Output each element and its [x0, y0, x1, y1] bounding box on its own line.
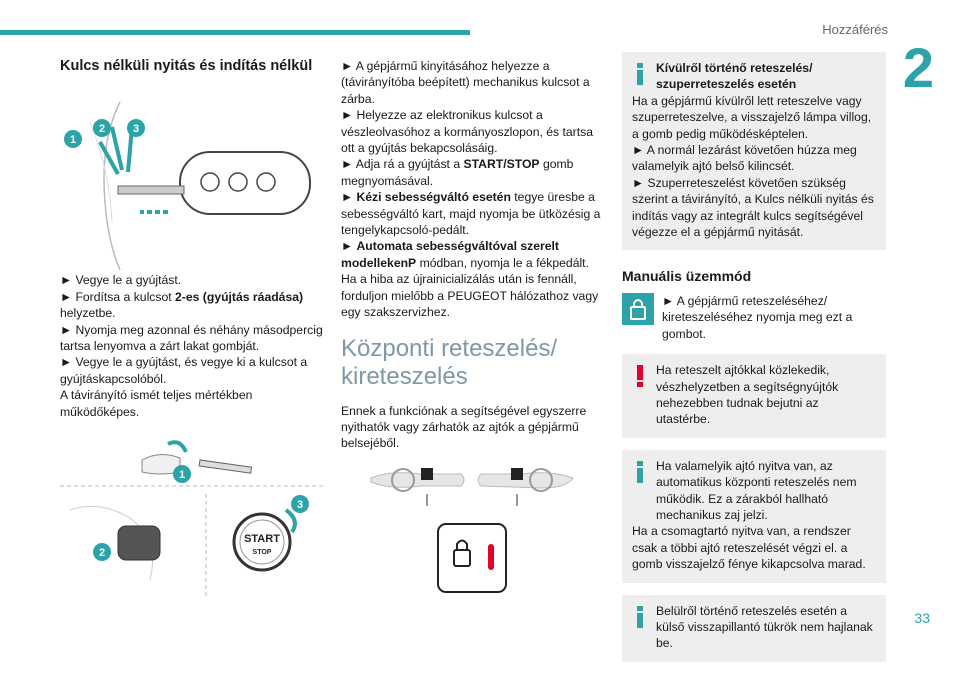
start-stop-illustration	[60, 430, 326, 598]
info-icon	[632, 460, 648, 484]
step-text: ► Adja rá a gyújtást a START/STOP gomb megnyomásával.	[341, 157, 574, 188]
chapter-number: 2	[902, 36, 934, 99]
start-label: START	[244, 533, 280, 546]
step-text: ► Automata sebességváltóval szerelt modellekenP módban, nyomja le a fékpedált.	[341, 239, 589, 270]
section-heading: Kulcs nélküli nyitás és indítás nélkül	[60, 58, 313, 74]
page-number: 33	[914, 610, 930, 626]
column-2	[341, 58, 603, 636]
paragraph: Ha a hiba az újrainicializálás után is fennáll, forduljon mielőbb a PEUGEOT hálózathoz vagy egy szakszervizhez.	[341, 272, 599, 320]
column-3	[622, 52, 886, 674]
callout-2: 2	[98, 123, 106, 136]
central-locking-drawing	[341, 466, 603, 636]
step-text: ► Vegye le a gyújtást.	[60, 273, 182, 288]
callout-3: 3	[132, 123, 140, 136]
manual-mode-text: ► A gépjármű reteszeléséhez/ kireteszeléséhez nyomja meg ezt a gombot.	[662, 293, 853, 341]
info-box-external-locking	[622, 52, 886, 250]
callout-2: 2	[98, 547, 106, 560]
lock-button-icon	[438, 524, 506, 592]
info-box-text: Ha a csomagtartó nyitva van, a rendszer csak a többi ajtó reteszelését végzi el. a gomb visszajelző fénye kikapcsolva marad.	[632, 524, 866, 572]
info-box-title: Kívülről történő reteszelés/ szuperreteszelés esetén	[656, 61, 813, 92]
info-icon	[632, 605, 648, 629]
info-box-text: Belülről történő reteszelés esetén a külső visszapillantó tükrök nem hajlanak be.	[656, 603, 873, 651]
step-text: ► Vegye le a gyújtást, és vegye ki a kulcsot a gyújtáskapcsolóból.	[60, 355, 308, 386]
start-stop-drawing	[60, 430, 326, 598]
key-fob-drawing	[60, 82, 326, 272]
key-fob-illustration	[60, 82, 326, 272]
manual-mode-block	[622, 293, 886, 342]
step-text: ► A gépjármű kinyitásához helyezze a (távirányítóba beépített) mechanikus kulcsot a zárba.	[341, 59, 590, 106]
warning-icon	[632, 364, 648, 388]
info-box-text: ► A normál lezárást követően húzza meg valamelyik ajtó belső kilincsét.	[632, 143, 857, 174]
central-locking-illustration	[341, 466, 603, 636]
paragraph: Ennek a funkciónak a segítségével egyszerre nyithatók vagy zárhatók az ajtók a gépjármű belsejéből.	[341, 403, 587, 451]
info-box-door-open	[622, 450, 886, 583]
step-text: ► Fordítsa a kulcsot 2-es (gyújtás ráadása) helyzetbe.	[60, 289, 304, 321]
top-accent-bar	[0, 30, 470, 35]
step-text: ► Nyomja meg azonnal és néhány másodpercig tartsa lenyomva a zárt lakat gombját.	[60, 322, 323, 354]
section-label: Hozzáférés	[822, 22, 888, 37]
paragraph: A távirányító ismét teljes mértékben működőképes.	[60, 388, 253, 419]
callout-1: 1	[69, 134, 77, 147]
info-box-text: Ha valamelyik ajtó nyitva van, az automatikus központi reteszelés nem működik. Ez a zárakból hallható mechanikus zaj jelzi.	[656, 458, 857, 522]
info-box-mirrors	[622, 595, 886, 662]
warning-text: Ha reteszelt ajtókkal közlekedik, vészhelyzetben a segítségnyújtók nehezebben tudnak bejutni az utastérbe.	[656, 363, 839, 427]
info-icon	[632, 62, 648, 86]
callout-3: 3	[296, 499, 304, 512]
subheading-manual-mode: Manuális üzemmód	[622, 268, 752, 285]
info-box-text: ► Szuperreteszelést követően szükség szerint a távirányító, a Kulcs nélküli nyitás és indítás vagy az integrált kulcs segítségével végezze el a gépjármű nyitását.	[632, 175, 874, 240]
step-text: ► Helyezze az elektronikus kulcsot a vészleolvasóhoz a kormányoszlopon, és tartsa ott a gyújtás bekapcsolásáig.	[341, 108, 594, 156]
info-box-text: Ha a gépjármű kívülről lett reteszelve vagy szuperreteszelve, a visszajelző lámpa villog, a gomb pedig működésképtelen.	[632, 93, 872, 141]
lock-icon	[622, 293, 654, 325]
section-title: Központi reteszelés/ kireteszelés	[341, 334, 558, 390]
stop-label: STOP	[252, 549, 272, 557]
column-1	[60, 58, 326, 598]
callout-1: 1	[178, 469, 186, 482]
warning-box	[622, 354, 886, 438]
lock-indicator-led	[488, 544, 494, 570]
step-text: ► Kézi sebességváltó esetén tegye üresbe a sebességváltó kart, majd nyomja be ütközésig a tengelykapcsoló-pedált.	[341, 190, 601, 238]
